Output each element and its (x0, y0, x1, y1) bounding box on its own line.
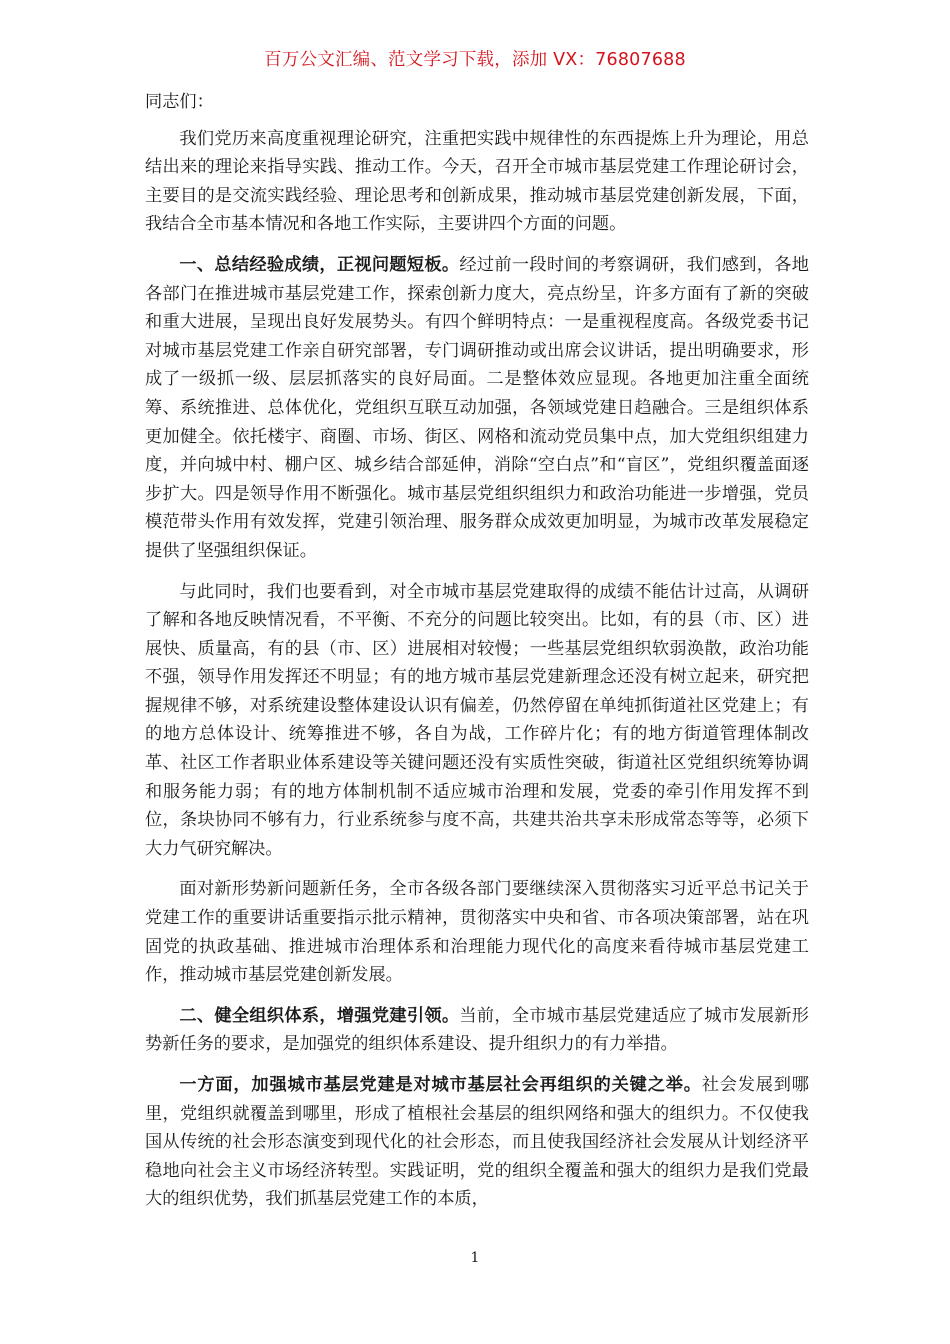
paragraph-new-situation (145, 875, 809, 989)
paragraph-on-one-hand (145, 1071, 809, 1214)
paragraph-problems (145, 578, 809, 864)
paragraph-lead: 一、总结经验成绩，正视问题短板。 (179, 254, 460, 275)
paragraph-section-two (145, 1002, 809, 1059)
paragraph-lead: 二、健全组织体系，增强党建引领。 (179, 1005, 460, 1026)
paragraph-text: 面对新形势新问题新任务，全市各级各部门要继续深入贯彻落实习近平总书记关于党建工作的重要讲话重要指示批示精神，贯彻落实中央和省、市各项决策部署，站在巩固党的执政基础、推进城市治理体系和治理能力现代化的高度来看待城市基层党建工作，推动城市基层党建创新发展。 (145, 879, 809, 986)
paragraph-section-one (145, 251, 809, 566)
paragraph-text: 当前，全市城市基层党建适应了城市发展新形势新任务的要求，是加强党的组织体系建设、提升组织力的有力举措。 (145, 1005, 809, 1055)
salutation: 同志们： (145, 92, 214, 112)
paragraph-lead: 一方面，加强城市基层党建是对城市基层社会再组织的关键之举。 (179, 1075, 702, 1095)
paragraph-text: 我们党历来高度重视理论研究，注重把实践中规律性的东西提炼上升为理论，用总结出来的理论来指导实践、推动工作。今天，召开全市城市基层党建工作理论研讨会，主要目的是交流实践经验、理论思考和创新成果，推动城市基层党建创新发展，下面，我结合全市基本情况和各地工作实际，主要讲四个方面的问题。 (145, 128, 809, 235)
paragraph-intro (145, 125, 809, 239)
document-body (145, 88, 809, 1226)
page-number: 1 (470, 1250, 480, 1266)
paragraph-text: 社会发展到哪里，党组织就覆盖到哪里，形成了植根社会基层的组织网络和强大的组织力。不仅使我国从传统的社会形态演变到现代化的社会形态，而且使我国经济社会发展从计划经济平稳地向社会主义市场经济转型。实践证明，党的组织全覆盖和强大的组织力是我们党最大的组织优势，我们抓基层党建工作的本质， (145, 1075, 809, 1210)
header-banner: 百万公文汇编、范文学习下载，添加 VX：76807688 (264, 50, 686, 70)
paragraph-text: 经过前一段时间的考察调研，我们感到，各地各部门在推进城市基层党建工作，探索创新力度大，亮点纷呈，许多方面有了新的突破和重大进展，呈现出良好发展势头。有四个鲜明特点：一是重视程度高。各级党委书记对城市基层党建工作亲自研究部署，专门调研推动或出席会议讲话，提出明确要求，形成了一级抓一级、层层抓落实的良好局面。二是整体效应显现。各地更加注重全面统筹、系统推进、总体优化，党组织互联互动加强，各领域党建日趋融合。三是组织体系更加健全。依托楼宇、商圈、市场、街区、网格和流动党员集中点，加大党组织组建力度，并向城中村、棚户区、城乡结合部延伸，消除“空白点”和“盲区”，党组织覆盖面逐步扩大。四是领导作用不断强化。城市基层党组织组织力和政治功能进一步增强，党员模范带头作用有效发挥，党建引领治理、服务群众成效更加明显，为城市改革发展稳定提供了坚强组织保证。 (145, 254, 809, 561)
paragraph-text: 与此同时，我们也要看到，对全市城市基层党建取得的成绩不能估计过高，从调研了解和各地反映情况看，不平衡、不充分的问题比较突出。比如，有的县（市、区）进展快、质量高，有的县（市、区）进展相对较慢；一些基层党组织软弱涣散，政治功能不强，领导作用发挥还不明显；有的地方城市基层党建新理念还没有树立起来，研究把握规律不够，对系统建设整体建设认识有偏差，仍然停留在单纯抓街道社区党建上；有的地方总体设计、统筹推进不够，各自为战，工作碎片化；有的地方街道管理体制改革、社区工作者职业体系建设等关键问题还没有实质性突破，街道社区党组织统筹协调和服务能力弱；有的地方体制机制不适应城市治理和发展，党委的牵引作用发挥不到位，条块协同不够有力，行业系统参与度不高，共建共治共享未形成常态等等，必须下大力气研究解决。 (145, 581, 809, 859)
